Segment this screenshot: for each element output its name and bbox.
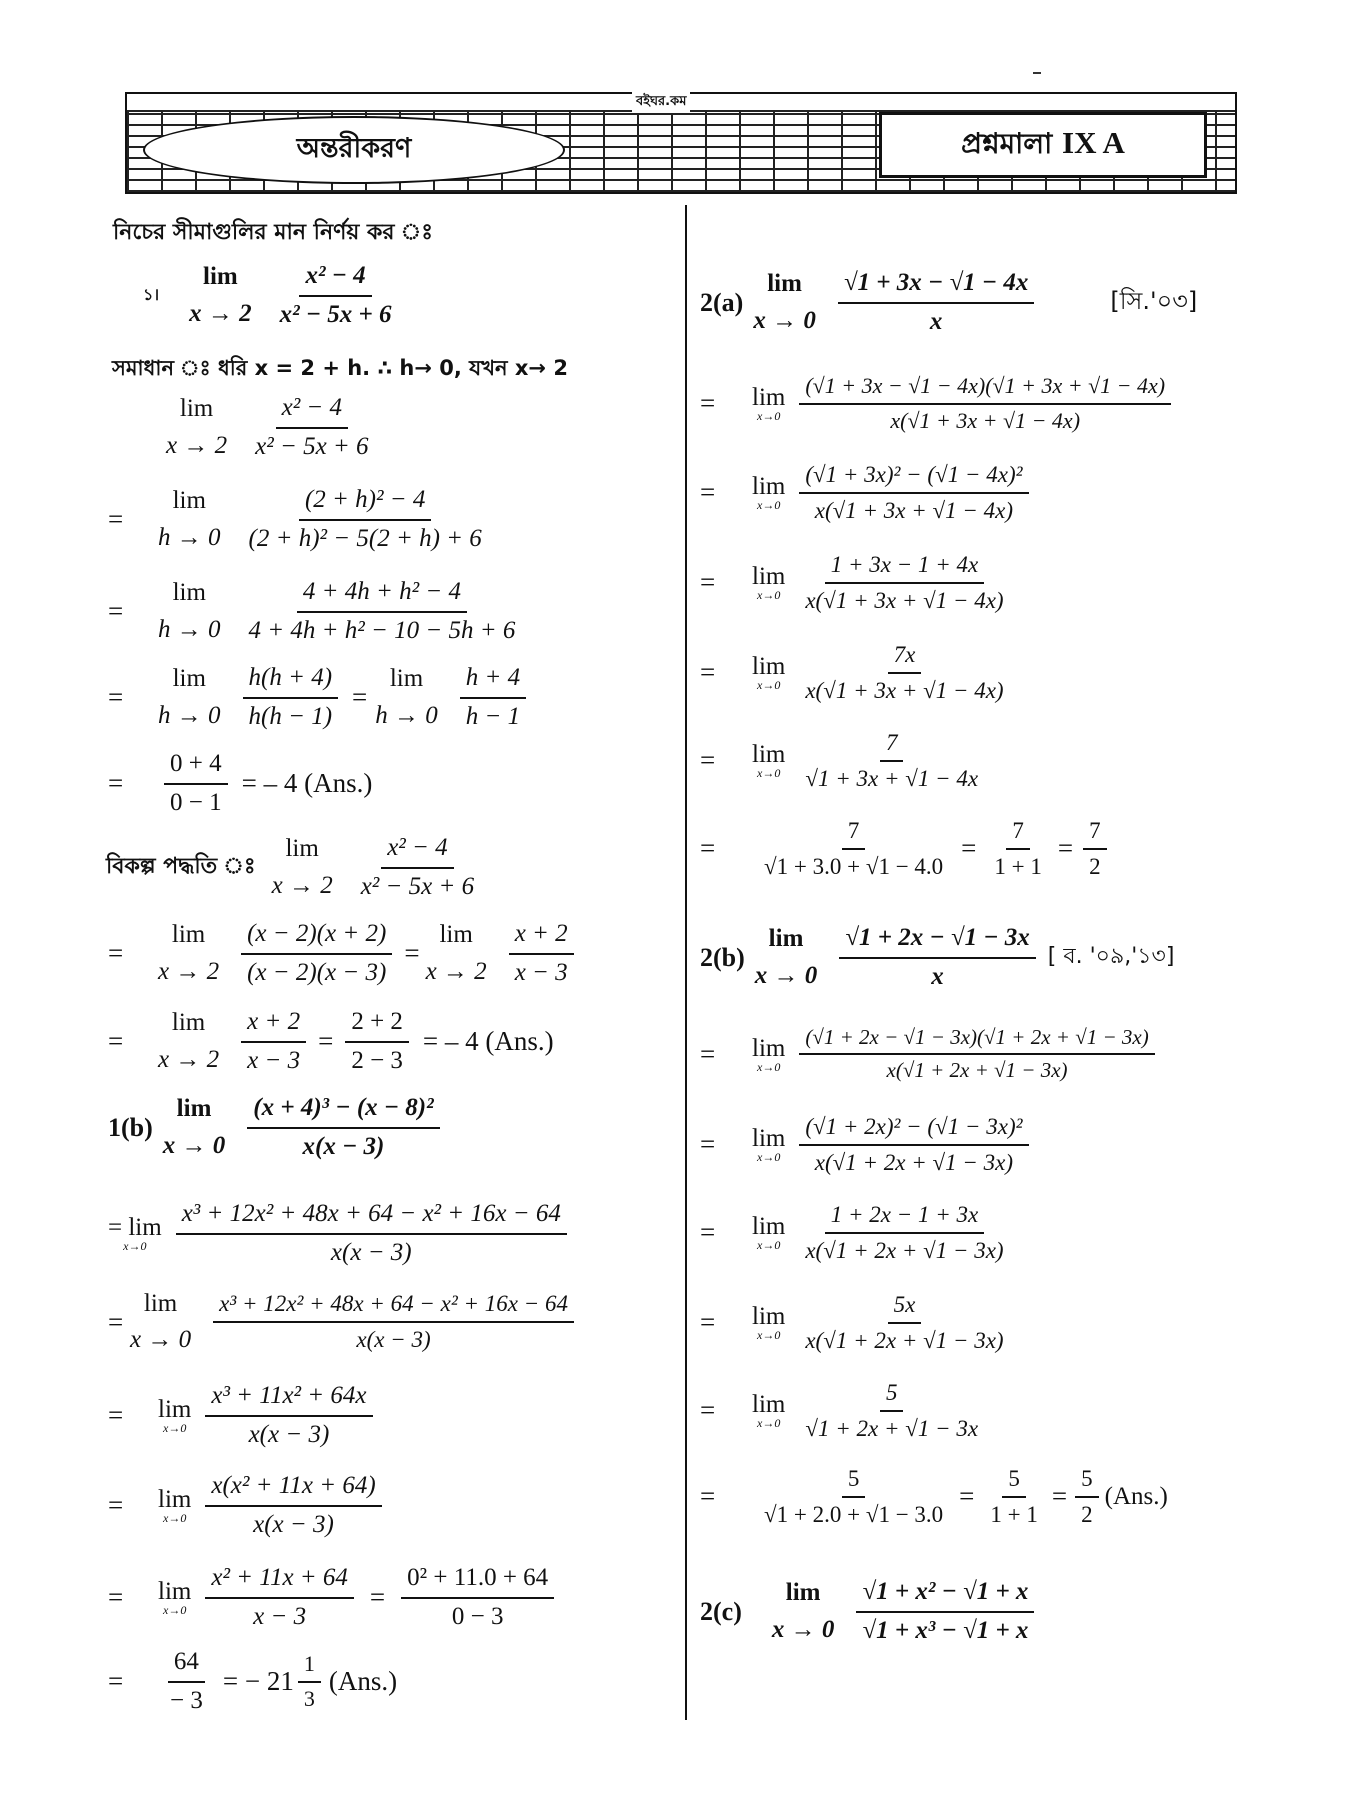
fraction: $\frac{\text{x² + 11x + 64}}{x - 3}$ <box>205 1560 354 1635</box>
limit-operator: lim x → 2 <box>425 921 487 985</box>
fraction: (√1 + 2x)² − (√1 − 3x)² x(√1 + 2x + √1 − 3x) <box>799 1110 1028 1180</box>
step-4: = lim h → 0 $\frac{h(h + 4)}{h(h - 1)}$ = lim h → 0 h + 4 h − 1 <box>108 660 532 735</box>
step-1 <box>166 390 381 465</box>
step-5: = $\frac{0 + 4}{0 - 1}$ = – 4 (Ans.) <box>108 746 372 821</box>
alternative-method <box>106 830 486 905</box>
stray-mark <box>1033 72 1041 74</box>
fraction: 7 √1 + 3x + √1 − 4x <box>799 726 984 796</box>
fraction: (x + 4)³ − (x − 8)² x(x − 3) <box>247 1090 439 1165</box>
column-divider <box>685 205 687 1720</box>
step-2b-2: = lim x→0 (√1 + 2x)² − (√1 − 3x)² x(√1 + 2x + √1 − 3x) <box>700 1110 1035 1180</box>
limit-operator: lim x → 2 <box>166 395 228 459</box>
part-b-answer: = $\frac{64}{- 3}$ = − 21 1 3 (Ans.) <box>108 1644 397 1719</box>
limit-operator: lim x→0 <box>752 384 786 424</box>
fraction: √1 + x² − √1 + x √1 + x³ − √1 + x <box>856 1574 1034 1649</box>
fraction: x² − 4 x² − 5x + 6 <box>249 390 374 465</box>
limit-operator: lim x → 2 <box>158 921 220 985</box>
answer: (Ans.) <box>1104 1482 1168 1510</box>
fraction: √1 + 3x − √1 − 4x x <box>838 265 1035 340</box>
fraction: √1 + 2x − √1 − 3x x <box>839 920 1036 995</box>
header-tiny-label: বইঘর.কম <box>632 92 690 113</box>
step-2a-6: = $\frac{7}{√1 + 3.0 + √1 - 4.0}$ = $\frac{7}{1 + 1}$ = $\frac{7}{2}$ <box>700 814 1113 884</box>
fraction: h + 4 h − 1 <box>460 660 526 735</box>
fraction: $\frac{5}{1 + 1}$ <box>984 1462 1043 1532</box>
fraction: x³ + 12x² + 48x + 64 − x² + 16x − 64 x(x − 3) <box>176 1196 567 1271</box>
limit-operator: lim x→0 <box>752 563 786 603</box>
source-reference: [ ব. '০৯,'১৩] <box>1047 944 1175 969</box>
part-b-step-2: = lim x → 0 x³ + 12x² + 48x + 64 − x² + 16x − 64 x(x − 3) <box>108 1286 580 1359</box>
problem-2b <box>700 920 1174 995</box>
fraction: 1 + 3x − 1 + 4x x(√1 + 3x + √1 − 4x) <box>799 548 1009 618</box>
chapter-header-band <box>125 92 1237 194</box>
step-2b-1: = lim x→0 (√1 + 2x − √1 − 3x)(√1 + 2x + √1 − 3x) x(√1 + 2x + √1 − 3x) <box>700 1022 1161 1087</box>
fraction: (√1 + 2x − √1 − 3x)(√1 + 2x + √1 − 3x) x(√1 + 2x + √1 − 3x) <box>799 1022 1154 1087</box>
step-2b-5: = lim x→0 5 √1 + 2x + √1 − 3x <box>700 1376 990 1446</box>
step-3: = lim h → 0 4 + 4h + h² − 4 4 + 4h + h² − 10 − 5h + 6 <box>108 574 527 649</box>
answer: = – 4 (Ans.) <box>422 1026 554 1056</box>
limit-operator: lim h → 0 <box>375 665 438 729</box>
limit-operator: lim h → 0 <box>158 487 221 551</box>
fraction: $\frac{7}{2}$ <box>1083 814 1107 884</box>
limit-operator: lim x→0 <box>752 473 786 513</box>
fraction: x² − 4 x² − 5x + 6 <box>355 830 480 905</box>
limit-operator: lim h → 0 <box>158 579 221 643</box>
fraction: x + 2 x − 3 <box>509 916 574 991</box>
part-b-step-1 <box>108 1196 573 1271</box>
part-b-step-3: = lim x→0 x³ + 11x² + 64x x(x − 3) <box>108 1378 379 1453</box>
fraction: 7x x(√1 + 3x + √1 − 4x) <box>799 638 1009 708</box>
limit-operator: lim h → 0 <box>158 665 221 729</box>
fraction: $\frac{x + 2}{x - 3}$ <box>241 1004 306 1079</box>
step-2a-1: = lim x→0 (√1 + 3x − √1 − 4x)(√1 + 3x + √1 − 4x) x(√1 + 3x + √1 − 4x) <box>700 370 1177 437</box>
answer: (Ans.) <box>328 1666 398 1696</box>
limit-operator: = lim x→0 <box>108 1214 162 1253</box>
limit-operator: lim x→0 <box>752 1391 786 1431</box>
problem-1b <box>108 1090 446 1165</box>
chapter-title-ellipse <box>143 116 565 184</box>
solution-intro: সমাধান ঃ ধরি x = 2 + h. ∴ h→ 0, যখন x→ 2 <box>112 356 568 380</box>
fraction: $\frac{7}{√1 + 3.0 + √1 - 4.0}$ <box>758 814 949 884</box>
alt-label: বিকল্প পদ্ধতি ঃ <box>106 854 256 879</box>
fraction: $\frac{64}{- 3}$ <box>164 1644 209 1719</box>
fraction: $\frac{0 + 4}{0 - 1}$ <box>164 746 228 821</box>
fraction: x² − 4 x² − 5x + 6 <box>274 258 398 333</box>
fraction: x(x² + 11x + 64) x(x − 3) <box>205 1468 381 1543</box>
fraction: (2 + h)² − 4 (2 + h)² − 5(2 + h) + 6 <box>243 482 488 557</box>
instruction-text: নিচের সীমাগুলির মান নির্ণয় কর ঃ <box>113 220 433 245</box>
limit-operator: lim x → 0 <box>771 1579 835 1643</box>
step-2b-4: = lim x→0 5x x(√1 + 2x + √1 − 3x) <box>700 1288 1016 1358</box>
fraction: x³ + 12x² + 48x + 64 − x² + 16x − 64 x(x − 3) <box>213 1287 574 1357</box>
step-2a-3: = lim x→0 1 + 3x − 1 + 4x x(√1 + 3x + √1 − 4x) <box>700 548 1016 618</box>
problem-label: 2(a) <box>700 287 744 317</box>
limit-operator: lim x → 0 <box>753 270 816 334</box>
limit-operator: lim x → 2 <box>189 263 252 327</box>
alt-step-2: = lim x → 2 $\frac{x + 2}{x - 3}$ = $\frac{2 + 2}{2 - 3}$ = – 4 (Ans.) <box>108 1004 554 1079</box>
chapter-title: অন্তরীকরণ <box>296 132 412 164</box>
limit-operator: lim x → 2 <box>158 1009 220 1073</box>
step-2b-6: = $\frac{5}{√1 + 2.0 + √1 - 3.0}$ = $\frac{5}{1 + 1}$ = $\frac{5}{2}$ (Ans.) <box>700 1462 1168 1532</box>
exercise-title-box <box>879 112 1207 178</box>
answer: = – 4 (Ans.) <box>241 768 373 798</box>
step-2: = lim h → 0 (2 + h)² − 4 (2 + h)² − 5(2 + h) + 6 <box>108 482 494 557</box>
limit-operator: lim x→0 <box>752 1125 786 1165</box>
step-2b-3: = lim x→0 1 + 2x − 1 + 3x x(√1 + 2x + √1 − 3x) <box>700 1198 1016 1268</box>
problem-label: 1(b) <box>108 1112 153 1142</box>
limit-operator: lim x→0 <box>158 1396 192 1435</box>
limit-operator: lim x→0 <box>752 1303 786 1343</box>
exercise-title: প্রশ্নমালা IX A <box>961 124 1125 160</box>
fraction: $\frac{(x - 2)(x + 2)}{(x - 2)(x - 3)}$ <box>241 916 392 991</box>
step-2a-4: = lim x→0 7x x(√1 + 3x + √1 − 4x) <box>700 638 1016 708</box>
limit-operator: lim x → 2 <box>271 835 333 899</box>
limit-operator: lim x→0 <box>752 1213 786 1253</box>
limit-operator: lim x→0 <box>158 1578 192 1617</box>
problem-label: 2(c) <box>700 1596 742 1626</box>
fraction: 4 + 4h + h² − 4 4 + 4h + h² − 10 − 5h + 6 <box>243 574 522 649</box>
fraction: (√1 + 3x)² − (√1 − 4x)² x(√1 + 3x + √1 − 4x) <box>799 458 1028 528</box>
limit-operator: lim x → 0 <box>162 1095 226 1159</box>
limit-operator: lim x→0 <box>158 1486 192 1525</box>
limit-operator: lim x→0 <box>752 1034 786 1074</box>
fraction: 1 + 2x − 1 + 3x x(√1 + 2x + √1 − 3x) <box>799 1198 1009 1268</box>
limit-operator: lim x → 0 <box>754 925 818 989</box>
problem-label: ১। <box>143 285 160 304</box>
problem-2c <box>700 1574 1040 1649</box>
fraction: x³ + 11x² + 64x x(x − 3) <box>205 1378 372 1453</box>
fraction: $\frac{2 + 2}{2 - 3}$ <box>345 1004 409 1079</box>
limit-operator: lim x→0 <box>752 653 786 693</box>
fraction: $\frac{\text{0² + 11.0 + 64}}{0 - 3}$ <box>401 1560 554 1635</box>
alt-step-1: = lim x → 2 $\frac{(x - 2)(x + 2)}{(x - 2)(x - 3)}$ = lim x → 2 x + 2 x − 3 <box>108 916 580 991</box>
limit-operator: lim x → 0 <box>130 1290 192 1354</box>
problem-1a <box>143 258 404 333</box>
fraction: $\frac{7}{1 + 1}$ <box>988 814 1047 884</box>
fraction: 5x x(√1 + 2x + √1 − 3x) <box>799 1288 1009 1358</box>
problem-label: 2(b) <box>700 942 745 972</box>
source-reference: [সি.'০৩] <box>1110 286 1198 315</box>
step-2a-5: = lim x→0 7 √1 + 3x + √1 − 4x <box>700 726 990 796</box>
fraction: $\frac{h(h + 4)}{h(h - 1)}$ <box>243 660 339 735</box>
part-b-step-5: = lim x→0 $\frac{\text{x² + 11x + 64}}{x - 3}$ = $\frac{\text{0² + 11.0 + 64}}{0 - 3}$ <box>108 1560 560 1635</box>
fraction: $\frac{5}{2}$ <box>1075 1462 1099 1532</box>
fraction: 5 √1 + 2x + √1 − 3x <box>799 1376 984 1446</box>
step-2a-2: = lim x→0 (√1 + 3x)² − (√1 − 4x)² x(√1 + 3x + √1 − 4x) <box>700 458 1035 528</box>
mixed-fraction-part: 1 3 <box>298 1648 321 1715</box>
fraction: $\frac{5}{√1 + 2.0 + √1 - 3.0}$ <box>758 1462 949 1532</box>
problem-2a <box>700 265 1197 340</box>
part-b-step-4: = lim x→0 x(x² + 11x + 64) x(x − 3) <box>108 1468 388 1543</box>
fraction: (√1 + 3x − √1 − 4x)(√1 + 3x + √1 − 4x) x(√1 + 3x + √1 − 4x) <box>799 370 1171 437</box>
limit-operator: lim x→0 <box>752 741 786 781</box>
